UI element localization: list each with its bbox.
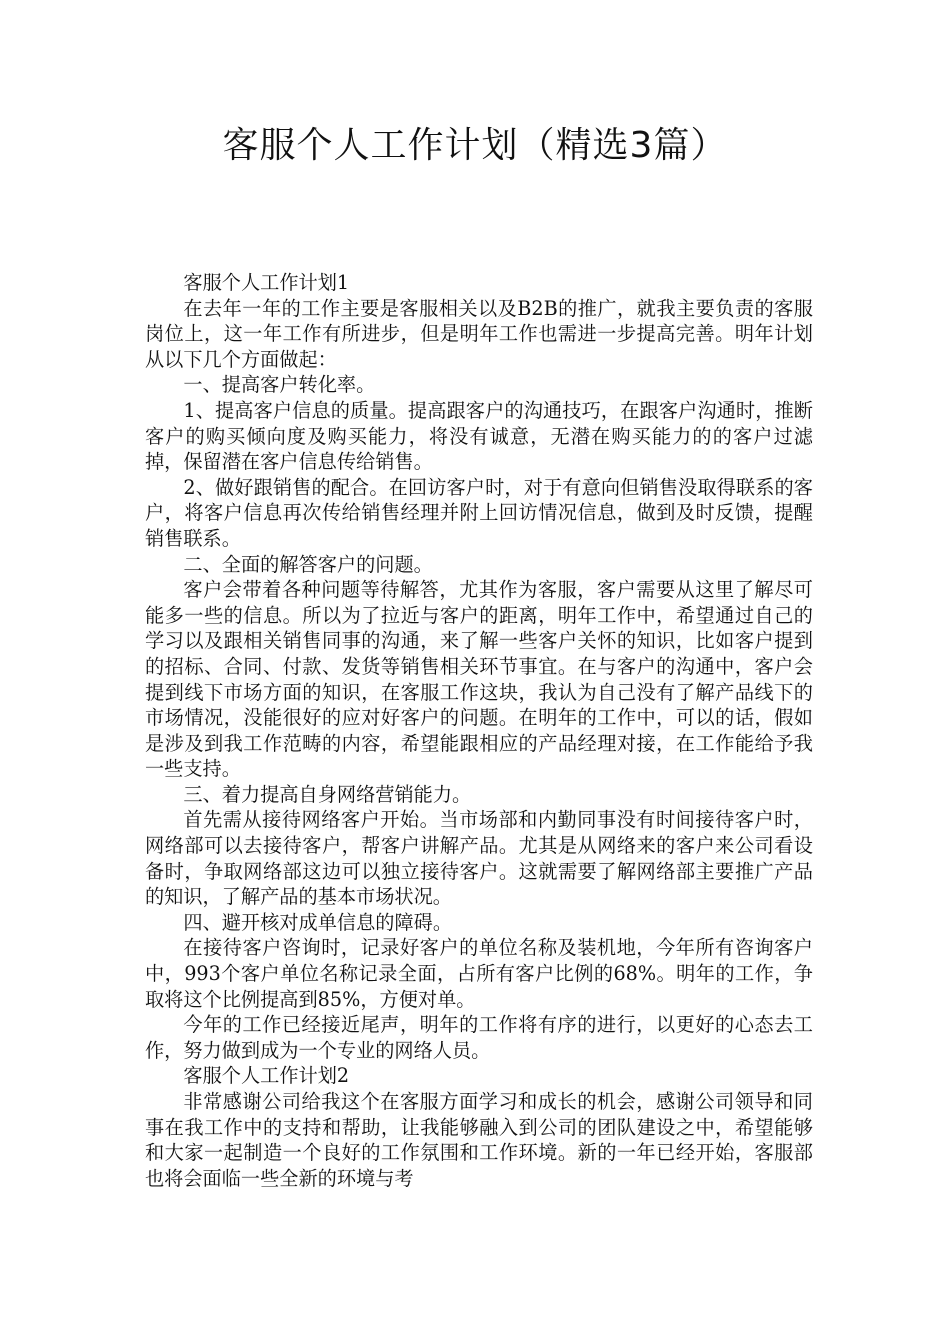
paragraph-sales-cooperation: 2、做好跟销售的配合。在回访客户时，对于有意向但销售没取得联系的客户，将客户信息再次传给销售经理并附上回访情况信息，做到及时反馈，提醒销售联系。 (145, 475, 813, 550)
heading-answer-questions: 二、全面的解答客户的问题。 (183, 552, 433, 576)
paragraph-closing: 今年的工作已经接近尾声，明年的工作将有序的进行，以更好的心态去工作，努力做到成为一个专业的网络人员。 (145, 1013, 813, 1062)
paragraph-network-marketing: 首先需从接待网络客户开始。当市场部和内勤同事没有时间接待客户时，网络部可以去接待客户，帮客户讲解产品。尤其是从网络来的客户来公司看设备时，争取网络部这边可以独立接待客户。这就需要了解网络部主要推广产品的知识，了解产品的基本市场状况。 (145, 808, 813, 909)
paragraph-customer-info-quality: 1、提高客户信息的质量。提高跟客户的沟通技巧，在跟客户沟通时，推断客户的购买倾向度及购买能力，将没有诚意，无潜在购买能力的的客户过滤掉，保留潜在客户信息传给销售。 (145, 398, 813, 474)
section-heading-plan-2: 客服个人工作计划2 (183, 1064, 350, 1088)
heading-conversion-rate: 一、提高客户转化率。 (183, 373, 376, 397)
document-body (145, 270, 813, 1191)
paragraph-intro: 在去年一年的工作主要是客服相关以及B2B的推广，就我主要负责的客服岗位上，这一年工作有所进步，但是明年工作也需进一步提高完善。明年计划从以下几个方面做起： (145, 296, 813, 371)
document-title: 客服个人工作计划（精选3篇） (222, 125, 728, 166)
paragraph-plan-2-intro: 非常感谢公司给我这个在客服方面学习和成长的机会，感谢公司领导和同事在我工作中的支持和帮助，让我能够融入到公司的团队建设之中，希望能够和大家一起制造一个良好的工作氛围和工作环境。新的一年已经开始，客服部也将会面临一些全新的环境与考 (145, 1090, 813, 1190)
paragraph-answer-questions: 客户会带着各种问题等待解答，尤其作为客服，客户需要从这里了解尽可能多一些的信息。所以为了拉近与客户的距离，明年工作中，希望通过自己的学习以及跟相关销售同事的沟通，来了解一些客户关怀的知识，比如客户提到的招标、合同、付款、发货等销售相关环节事宜。在与客户的沟通中，客户会提到线下市场方面的知识，在客服工作这块，我认为自己没有了解产品线下的市场情况，没能很好的应对好客户的问题。在明年的工作中，可以的话，假如是涉及到我工作范畴的内容，希望能跟相应的产品经理对接，在工作能给予我一些支持。 (145, 578, 813, 781)
paragraph-order-verification: 在接待客户咨询时，记录好客户的单位名称及装机地，今年所有咨询客户中，993个客户单位名称记录全面，占所有客户比例的68%。明年的工作，争取将这个比例提高到85%，方便对单。 (145, 936, 813, 1011)
heading-order-verification: 四、避开核对成单信息的障碍。 (183, 910, 453, 934)
heading-network-marketing: 三、着力提高自身网络营销能力。 (183, 782, 472, 806)
section-heading-plan-1: 客服个人工作计划1 (183, 271, 350, 294)
